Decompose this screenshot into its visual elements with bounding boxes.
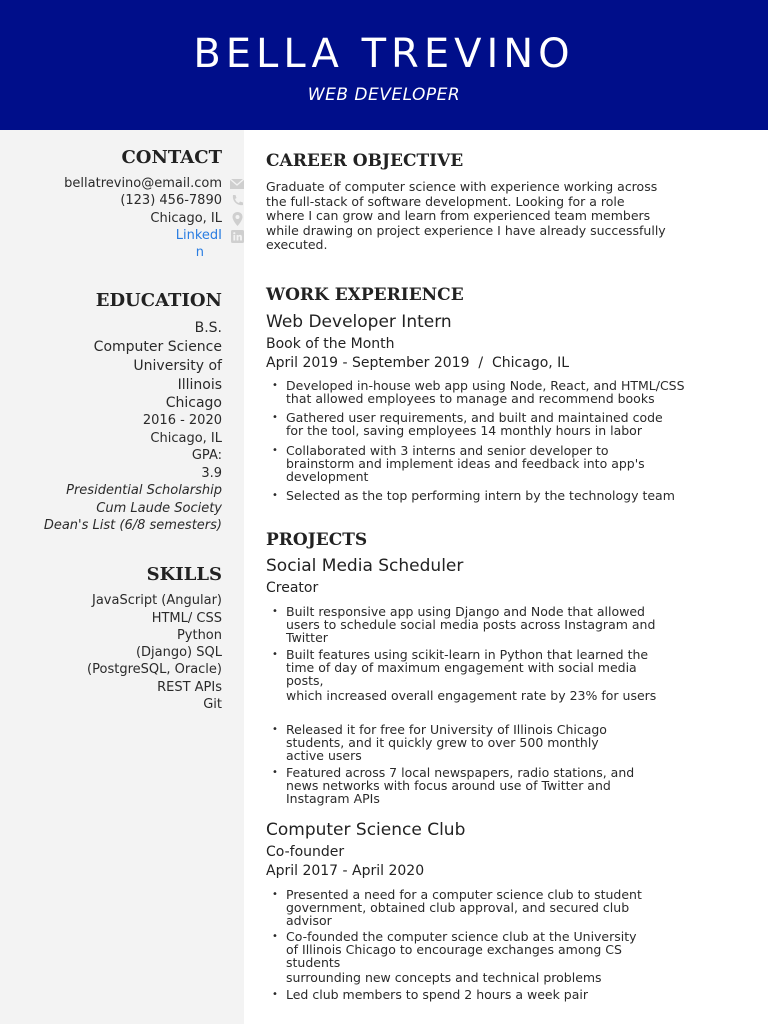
bullet-line: time of day of maximum engagement with social media [286, 660, 637, 675]
education-school-line1: University of [133, 358, 222, 374]
bullet-line: users to schedule social media posts across Instagram and [286, 617, 656, 632]
project-name: Social Media Scheduler [266, 556, 464, 576]
linkedin-link[interactable] [176, 227, 222, 261]
project-bullet: • Co-founded the computer science club at the University of Illinois Chicago to encourage exchanges among CS students surrounding new concepts and technical problems [286, 931, 716, 983]
project-name: Computer Science Club [266, 820, 466, 840]
education-location: Chicago, IL [150, 431, 222, 446]
bullet-line: Instagram APIs [286, 791, 380, 806]
work-experience-heading: WORK EXPERIENCE [266, 285, 464, 305]
objective-line: the full-stack of software development. Looking for a role [266, 193, 625, 209]
projects-heading: PROJECTS [266, 530, 368, 550]
contact-location: Chicago, IL [150, 211, 222, 226]
bullet-line: Led club members to spend 2 hours a week pair [286, 987, 589, 1002]
objective-line: where I can grow and learn from experienced team members [266, 208, 651, 224]
bullet-line: students, and it quickly grew to over 500 monthly [286, 735, 599, 750]
project-bullet: • Built responsive app using Django and Node that allowed users to schedule social media posts across Instagram and Twitter [286, 606, 716, 643]
objective-line: while drawing on project experience I have already successfully [266, 222, 666, 238]
bullet-line: of Illinois Chicago to encourage exchanges among CS [286, 942, 622, 957]
work-bullet: • Collaborated with 3 interns and senior developer to brainstorm and implement ideas and feedback into app's development [286, 445, 716, 482]
bullet-line: that allowed employees to manage and recommend books [286, 391, 655, 406]
objective-line: Graduate of computer science with experience working across [266, 179, 658, 194]
bullet-line: news networks with focus around use of Twitter and [286, 778, 611, 793]
bullet-line: for the tool, saving employees 14 monthly hours in labor [286, 423, 642, 438]
skill-item: Git [203, 697, 222, 712]
bullet-line: Selected as the top performing intern by the technology team [286, 488, 675, 503]
work-dates: April 2019 - September 2019 / Chicago, IL [266, 355, 570, 371]
project-bullet: • Presented a need for a computer science club to student government, obtained club approval, and secured club advisor [286, 889, 716, 926]
work-bullet: • Gathered user requirements, and built and maintained code for the tool, saving employees 14 monthly hours in labor [286, 412, 716, 436]
bullet-line: brainstorm and implement ideas and feedback into app's [286, 456, 645, 471]
project-bullet: • Featured across 7 local newspapers, radio stations, and news networks with focus around use of Twitter and Instagram APIs [286, 767, 716, 804]
skill-item: Python [176, 628, 222, 643]
phone-icon [228, 194, 246, 208]
education-degree: B.S. [194, 320, 222, 336]
bullet-line: Twitter [286, 630, 328, 645]
skills-heading: SKILLS [146, 564, 222, 585]
education-field: Computer Science [93, 339, 222, 355]
career-objective-heading: CAREER OBJECTIVE [266, 151, 464, 171]
contact-location-row [150, 210, 246, 227]
sidebar [0, 130, 244, 1024]
education-honor: Cum Laude Society [96, 501, 222, 516]
bullet-line: Built features using scikit-learn in Python that learned the [286, 647, 649, 662]
career-objective-text [266, 180, 706, 253]
linkedin-link-line1[interactable]: LinkedI [175, 228, 222, 243]
project-bullet: • Built features using scikit-learn in Python that learned the time of day of maximum engagement with social media posts, which increased overall engagement rate by 23% for users [286, 649, 716, 701]
education-years: 2016 - 2020 [142, 413, 222, 428]
location-pin-icon [228, 212, 246, 226]
linkedin-icon [228, 229, 246, 243]
bullet-line: Developed in-house web app using Node, React, and HTML/CSS [286, 378, 685, 393]
bullet-line: Featured across 7 local newspapers, radio stations, and [286, 765, 635, 780]
linkedin-link-line2[interactable]: n [195, 245, 204, 260]
education-honor: Presidential Scholarship [66, 483, 222, 498]
skill-item: (PostgreSQL, Oracle) [87, 662, 222, 677]
project-dates: April 2017 - April 2020 [266, 863, 425, 879]
bullet-line: Built responsive app using Django and Node that allowed [286, 604, 645, 619]
education-school-line3: Chicago [165, 395, 222, 411]
job-title: WEB DEVELOPER [307, 85, 461, 105]
candidate-name: BELLA TREVINO [193, 31, 575, 77]
project-bullet: • Led club members to spend 2 hours a week pair [272, 987, 589, 1002]
education-school-line2: Illinois [177, 377, 222, 393]
bullet-line: which increased overall engagement rate by 23% for users [286, 688, 657, 703]
envelope-icon [228, 177, 246, 191]
education-gpa-value: 3.9 [201, 466, 222, 481]
bullet-line: active users [286, 748, 362, 763]
contact-heading: CONTACT [121, 147, 222, 168]
skill-item: (Django) SQL [135, 645, 222, 660]
bullet-line: Collaborated with 3 interns and senior developer to [286, 443, 609, 458]
contact-email-row [64, 175, 246, 192]
project-bullet: • Released it for free for University of Illinois Chicago students, and it quickly grew to over 500 monthly active users [286, 724, 716, 761]
contact-phone-row [120, 192, 246, 209]
education-heading: EDUCATION [95, 290, 222, 311]
bullet-line: Presented a need for a computer science club to student [286, 887, 642, 902]
work-bullet: • Selected as the top performing intern by the technology team [272, 488, 675, 503]
bullet-line: Gathered user requirements, and built and maintained code [286, 410, 663, 425]
bullet-line: government, obtained club approval, and secured club [286, 900, 630, 915]
contact-email[interactable]: bellatrevino@email.com [64, 176, 222, 191]
project-role: Co-founder [266, 844, 345, 860]
bullet-line: Released it for free for University of Illinois Chicago [286, 722, 607, 737]
contact-phone[interactable]: (123) 456-7890 [120, 193, 222, 208]
bullet-line: Co-founded the computer science club at the University [286, 929, 637, 944]
bullet-line: development [286, 469, 369, 484]
work-role: Web Developer Intern [266, 312, 452, 332]
education-honor: Dean's List (6/8 semesters) [43, 518, 222, 533]
bullet-line: posts, [286, 673, 324, 688]
skill-item: HTML/ CSS [151, 611, 222, 626]
contact-linkedin-row [176, 227, 246, 261]
header-banner [0, 0, 768, 130]
objective-line: executed. [266, 237, 328, 253]
bullet-line: students [286, 955, 341, 970]
education-gpa-label: GPA: [191, 448, 222, 463]
bullet-line: advisor [286, 913, 332, 928]
bullet-line: surrounding new concepts and technical problems [286, 970, 602, 985]
work-bullet: • Developed in-house web app using Node, React, and HTML/CSS that allowed employees to manage and recommend books [286, 380, 716, 404]
skill-item: JavaScript (Angular) [92, 593, 222, 608]
skill-item: REST APIs [157, 680, 222, 695]
project-role: Creator [266, 580, 319, 596]
work-company: Book of the Month [266, 336, 395, 352]
